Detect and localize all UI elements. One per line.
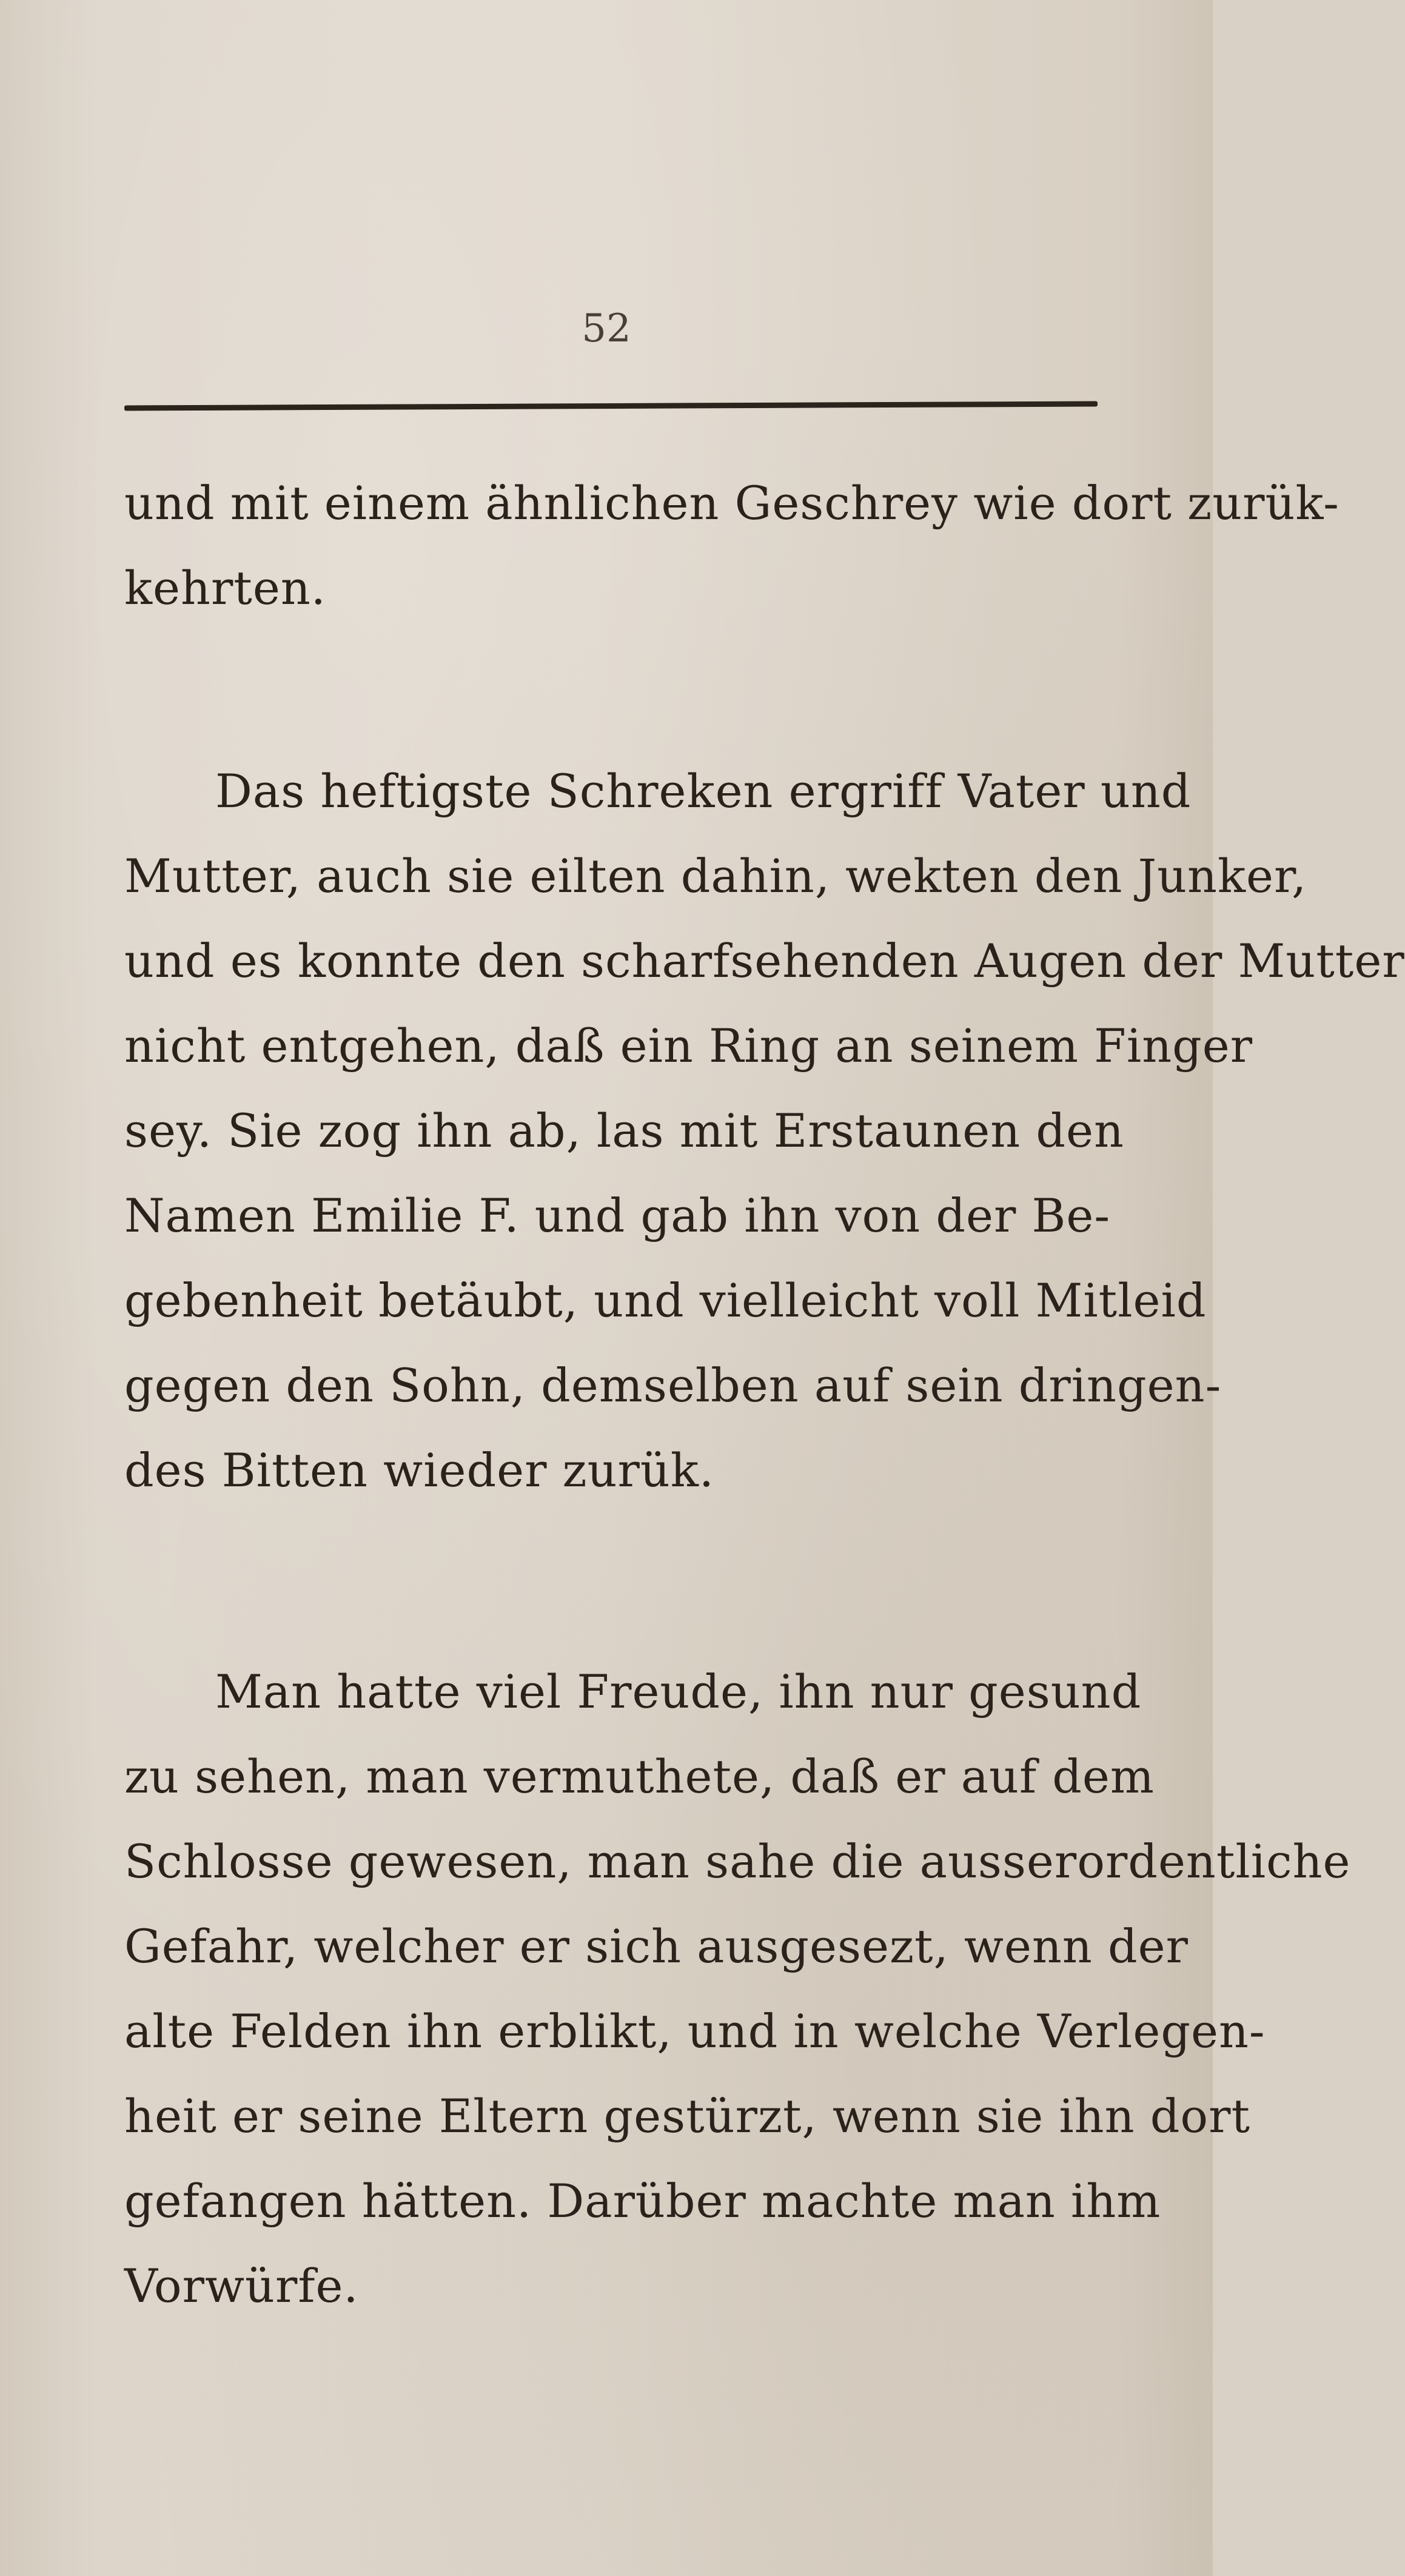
text-line: Das heftigste Schreken ergriff Vater und xyxy=(215,764,1192,818)
text-line: heit er seine Eltern gestürzt, wenn sie ihn dort xyxy=(124,2089,1251,2143)
text-line: Man hatte viel Freude, ihn nur gesund xyxy=(215,1665,1142,1719)
text-line: zu sehen, man vermuthete, daß er auf dem xyxy=(124,1749,1155,1803)
text-line: und mit einem ähnlichen Geschrey wie dort zurük- xyxy=(124,476,1340,530)
paragraph-1 xyxy=(124,461,1340,631)
paragraph-spacer xyxy=(124,1513,1131,1649)
text-line: Schlosse gewesen, man sahe die ausserordentliche xyxy=(124,1834,1351,1888)
text-line: Mutter, auch sie eilten dahin, wekten den Junker, xyxy=(124,849,1307,903)
text-line: Namen Emilie F. und gab ihn von der Be- xyxy=(124,1189,1111,1243)
text-line: nicht entgehen, daß ein Ring an seinem Finger xyxy=(124,1019,1253,1073)
header-rule xyxy=(124,401,1098,411)
page-number: 52 xyxy=(582,306,631,351)
text-line: alte Felden ihn erblikt, und in welche Verlegen- xyxy=(124,2004,1266,2058)
text-line: Vorwürfe. xyxy=(124,2259,359,2313)
body-text xyxy=(124,461,1405,2329)
text-line: gegen den Sohn, demselben auf sein dringen- xyxy=(124,1358,1222,1412)
paragraph-3 xyxy=(124,1649,1351,2329)
text-line: kehrten. xyxy=(124,561,326,615)
text-line: des Bitten wieder zurük. xyxy=(124,1443,715,1497)
text-line: gefangen hätten. Darüber machte man ihm xyxy=(124,2174,1161,2228)
paragraph-spacer xyxy=(124,631,1131,749)
text-line: gebenheit betäubt, und vielleicht voll Mitleid xyxy=(124,1273,1207,1327)
text-line: und es konnte den scharfsehenden Augen der Mutter xyxy=(124,934,1405,988)
text-line: Gefahr, welcher er sich ausgesezt, wenn der xyxy=(124,1919,1189,1973)
paragraph-2 xyxy=(124,749,1405,1513)
text-line: sey. Sie zog ihn ab, las mit Erstaunen den xyxy=(124,1104,1124,1158)
